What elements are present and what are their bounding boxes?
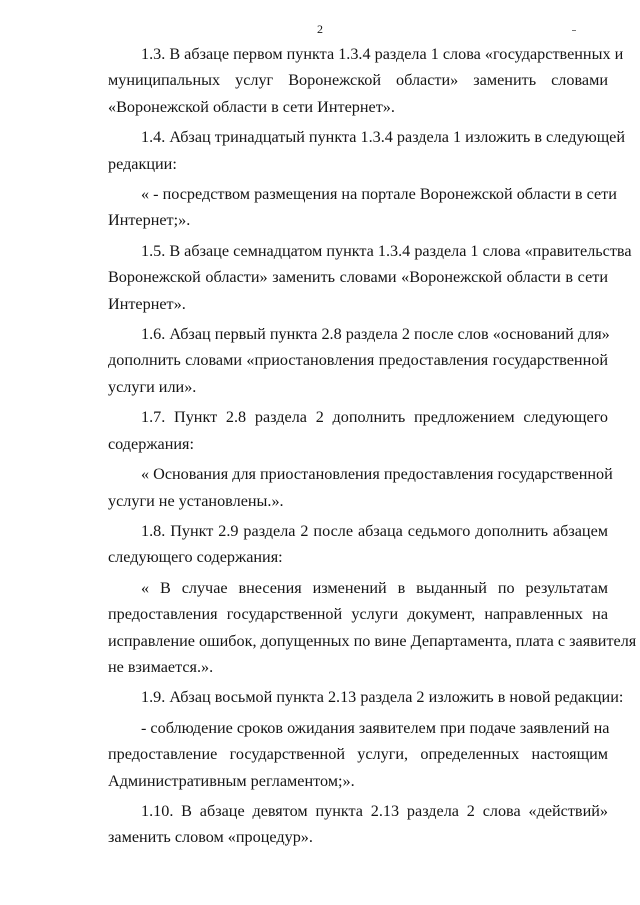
paragraph-1-9 [108, 684, 624, 710]
text-line: Воронежской области» заменить словами «Воронежской области в сети [108, 268, 608, 287]
text-line: Интернет». [108, 294, 186, 313]
document-body [108, 41, 637, 851]
page-number: 2 [317, 22, 323, 36]
paragraph-1-6 [108, 321, 608, 400]
scan-speck [572, 30, 576, 31]
text-line: « - посредством размещения на портале Воронежской области в сети [141, 185, 617, 204]
text-line: Административным регламентом;». [108, 771, 355, 790]
paragraph-quote-portal [108, 181, 617, 234]
text-line: услуги или». [108, 377, 197, 396]
text-line: следующего содержания: [108, 548, 283, 567]
text-line: « В случае внесения изменений в выданный по результатам [141, 578, 608, 597]
text-line: редакции: [108, 154, 177, 173]
text-line: 1.3. В абзаце первом пункта 1.3.4 раздела 1 слова «государственных и [141, 45, 624, 63]
paragraph-quote-fee [108, 575, 637, 681]
text-line: - соблюдение сроков ожидания заявителем при подаче заявлений на [141, 718, 610, 737]
text-line: заменить словом «процедур». [108, 828, 313, 847]
text-line: исправление ошибок, допущенных по вине Департамента, плата с заявителя [108, 631, 637, 650]
paragraph-1-5 [108, 238, 632, 317]
text-line: предоставления государственной услуги документ, направленных на [108, 605, 608, 624]
text-line: услуги не установлены.». [108, 491, 284, 510]
paragraph-dash-deadlines [108, 715, 608, 794]
paragraph-1-7 [108, 404, 608, 457]
text-line: содержания: [108, 434, 194, 453]
paragraph-1-10 [108, 798, 608, 851]
text-line: 1.8. Пункт 2.9 раздела 2 после абзаца седьмого дополнить абзацем [141, 521, 608, 540]
paragraph-1-3 [108, 41, 624, 120]
text-line: « Основания для приостановления предоставления государственной [141, 465, 613, 484]
text-line: Интернет;». [108, 211, 191, 230]
paragraph-1-4 [108, 124, 626, 177]
text-line: не взимается.». [108, 657, 214, 676]
text-line: 1.6. Абзац первый пункта 2.8 раздела 2 после слов «оснований для» [141, 325, 610, 344]
text-line: «Воронежской области в сети Интернет». [108, 97, 395, 116]
paragraph-1-8 [108, 518, 608, 571]
text-line: 1.5. В абзаце семнадцатом пункта 1.3.4 раздела 1 слова «правительства [141, 241, 632, 260]
text-line: муниципальных услуг Воронежской области» заменить словами [108, 71, 608, 90]
text-line: 1.7. Пункт 2.8 раздела 2 дополнить предложением следующего [141, 408, 608, 427]
text-line: 1.10. В абзаце девятом пункта 2.13 раздела 2 слова «действий» [141, 801, 608, 820]
text-line: 1.9. Абзац восьмой пункта 2.13 раздела 2 изложить в новой редакции: [141, 688, 624, 707]
paragraph-quote-grounds [108, 461, 613, 514]
text-line: предоставление государственной услуги, определенных настоящим [108, 745, 608, 764]
text-line: 1.4. Абзац тринадцатый пункта 1.3.4 раздела 1 изложить в следующей [141, 128, 626, 147]
text-line: дополнить словами «приостановления предоставления государственной [108, 351, 608, 370]
